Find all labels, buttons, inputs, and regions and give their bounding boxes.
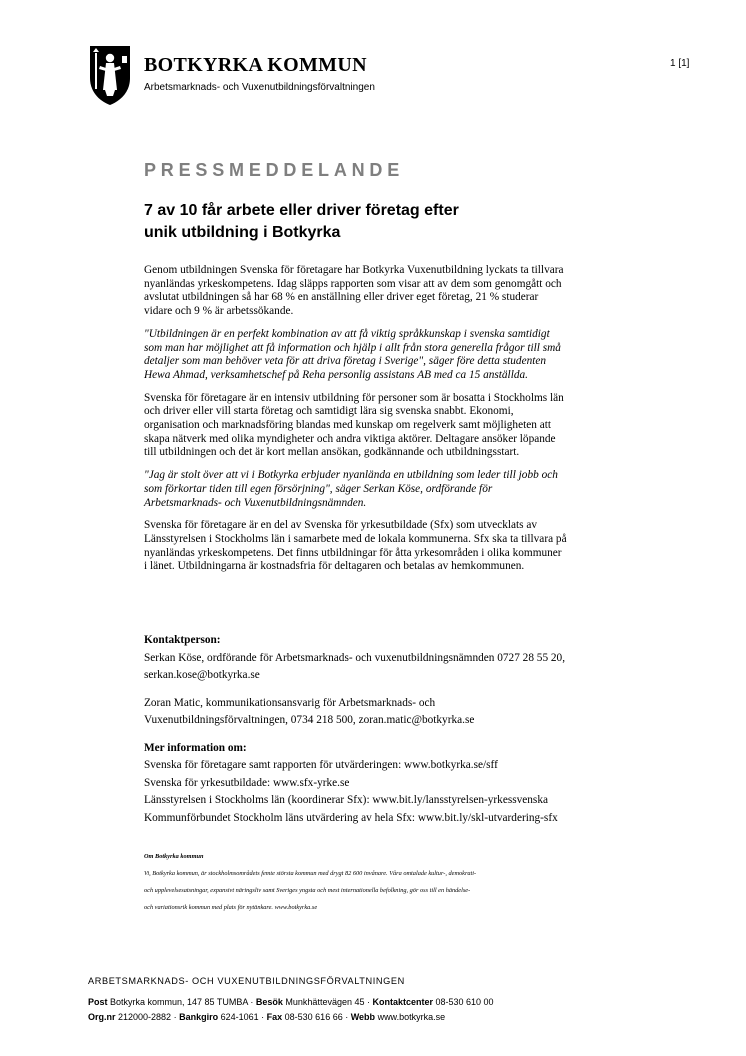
contact-person-line: Serkan Köse, ordförande för Arbetsmarknads- och vuxenutbildningsnämnden 0727 28 55 20, [144, 651, 566, 664]
headline [144, 200, 614, 244]
text-line: Länsstyrelsen i Stockholms län i samarbete med de lokala kommunerna. Sfx ska ta tillvara på [144, 532, 567, 545]
text-line: nyanländas yrkeskompetens. Idag släpps rapporten som visar att av dem som genomgått och [144, 277, 562, 290]
about-line: och upplevelsesatsningar, expansivt näringsliv samt Sveriges yngsta och mest internationella befolkning, gör oss till en händelse- [144, 887, 471, 894]
contact-heading: Kontaktperson: [144, 634, 221, 646]
document-type-label: PRESSMEDDELANDE [144, 160, 405, 180]
text-line: Arbetsmarknads- och Vuxenutbildningsnämnden. [144, 496, 367, 509]
footer-value: 624-1061 · [218, 1012, 267, 1022]
footer-value: Botkyrka kommun, 147 85 TUMBA · [107, 997, 256, 1007]
coat-of-arms-icon [88, 44, 132, 106]
contact-section [144, 632, 614, 827]
more-info-link[interactable]: Svenska för företagare samt rapporten för utvärderingen: www.botkyrka.se/sff [144, 759, 498, 771]
footer-registration-line [88, 1012, 445, 1022]
text-line: Hewa Ahmad, verksamhetschef på Reha personlig assistans AB med ca 15 anställda. [144, 368, 528, 381]
paragraph-sfx [144, 519, 614, 574]
text-line: som man har möjlighet att få information och hjälp i allt från stora generella frågor till små [144, 341, 561, 354]
footer-label: Post [88, 997, 108, 1007]
text-line: Svenska för företagare är en intensiv utbildning för personer som är bosatta i Stockholms län [144, 391, 564, 404]
paragraph-program [144, 392, 614, 461]
more-info-link[interactable]: Kommunförbundet Stockholm läns utvärdering av hela Sfx: www.bit.ly/skl-utvardering-sfx [144, 811, 558, 824]
text-line: i länet. Utbildningarna är kostnadsfria för deltagaren och betalas av hemkommunen. [144, 560, 525, 573]
footer-label: Besök [255, 997, 283, 1007]
text-line: Genom utbildningen Svenska för företagare har Botkyrka Vuxenutbildning lyckats ta tillvara [144, 264, 564, 276]
footer-label: Kontaktcenter [372, 997, 433, 1007]
footer-label: Bankgiro [179, 1012, 219, 1022]
more-info-heading: Mer information om: [144, 741, 247, 754]
footer-label: Webb [350, 1012, 376, 1022]
contact-email-link[interactable]: serkan.kose@botkyrka.se [144, 669, 260, 681]
org-department: Arbetsmarknads- och Vuxenutbildningsförvaltningen [144, 82, 375, 93]
about-line: Vi, Botkyrka kommun, är stockholmsområdets femte största kommun med drygt 82 600 invånare. Våra omtalade kultur-, demokrati- [144, 870, 477, 877]
more-info-link[interactable]: Svenska för yrkesutbildade: www.sfx-yrke.se [144, 776, 350, 789]
footer-label: Fax [266, 1012, 283, 1022]
more-info-link[interactable]: Länsstyrelsen i Stockholms län (koordinerar Sfx): www.bit.ly/lansstyrelsen-yrkessvenska [144, 794, 548, 806]
about-heading: Om Botkyrka kommun [144, 853, 204, 860]
footer-value: 08-530 616 66 · [282, 1012, 351, 1022]
contact-person-line: Zoran Matic, kommunikationsansvarig för Arbetsmarknads- och [144, 696, 436, 709]
footer-web-link[interactable]: www.botkyrka.se [375, 1012, 446, 1022]
about-section [144, 848, 614, 916]
paragraph-intro [144, 264, 614, 319]
text-line: som förkortar tiden till egen försörjning", säger Serkan Köse, ordförande för [144, 482, 493, 495]
text-line: nyanländas yrkeskompetens. Det finns utbildningar för åtta yrkesområden i olika kommuner [144, 546, 562, 559]
page-number: 1 [1] [670, 58, 690, 69]
quote-hewa-ahmad [144, 328, 614, 383]
headline-line: 7 av 10 får arbete eller driver företag efter [144, 202, 459, 219]
text-line: "Jag är stolt över att vi i Botkyrka erbjuder nyanlända en utbildning som leder till jobb och [144, 469, 558, 482]
footer-value: 08-530 610 00 [433, 997, 494, 1007]
text-line: och driver eller vill starta företag och samtidigt lära sig svenska snabbt. Ekonomi, [144, 405, 514, 418]
footer-value: 212000-2882 · [115, 1012, 180, 1022]
footer-department: ARBETSMARKNADS- OCH VUXENUTBILDNINGSFÖRVALTNINGEN [88, 976, 405, 986]
text-line: detaljer som man behöver veta för att driva företag i Sverige", säger före detta studenten [144, 355, 547, 368]
text-line: Svenska för företagare är en del av Svenska för yrkesutbildade (Sfx) som utvecklats av [144, 519, 538, 532]
footer-address-line [88, 997, 494, 1007]
footer-label: Org.nr [88, 1012, 116, 1022]
text-line: avslutat utbildningen så har 68 % en anställning eller driver eget företag, 21 % studerar [144, 291, 539, 304]
about-line: och variationsrik kommun med plats för nytänkare. www.botkyrka.se [144, 904, 318, 911]
text-line: "Utbildningen är en perfekt kombination av att få viktig språkkunskap i svenska samtidigt [144, 327, 550, 340]
press-release-body [144, 264, 614, 583]
text-line: vidare och 9 % är arbetssökande. [144, 305, 294, 318]
text-line: skapa nätverk med olika myndigheter och andra viktiga aktörer. Deltagare ansöker löpande [144, 432, 556, 445]
contact-person-line: Vuxenutbildningsförvaltningen, 0734 218 500, zoran.matic@botkyrka.se [144, 714, 475, 726]
text-line: till utbildningen och det är kort mellan ansökan, godkännande och utbildningsstart. [144, 446, 520, 459]
headline-line: unik utbildning i Botkyrka [144, 224, 341, 241]
text-line: organisation och marknadsföring blandas med kunskap om regelverk samt möjligheten att [144, 419, 552, 432]
footer-value: Munkhättevägen 45 · [282, 997, 373, 1007]
org-name: BOTKYRKA KOMMUN [144, 54, 367, 76]
quote-serkan-kose [144, 469, 614, 510]
